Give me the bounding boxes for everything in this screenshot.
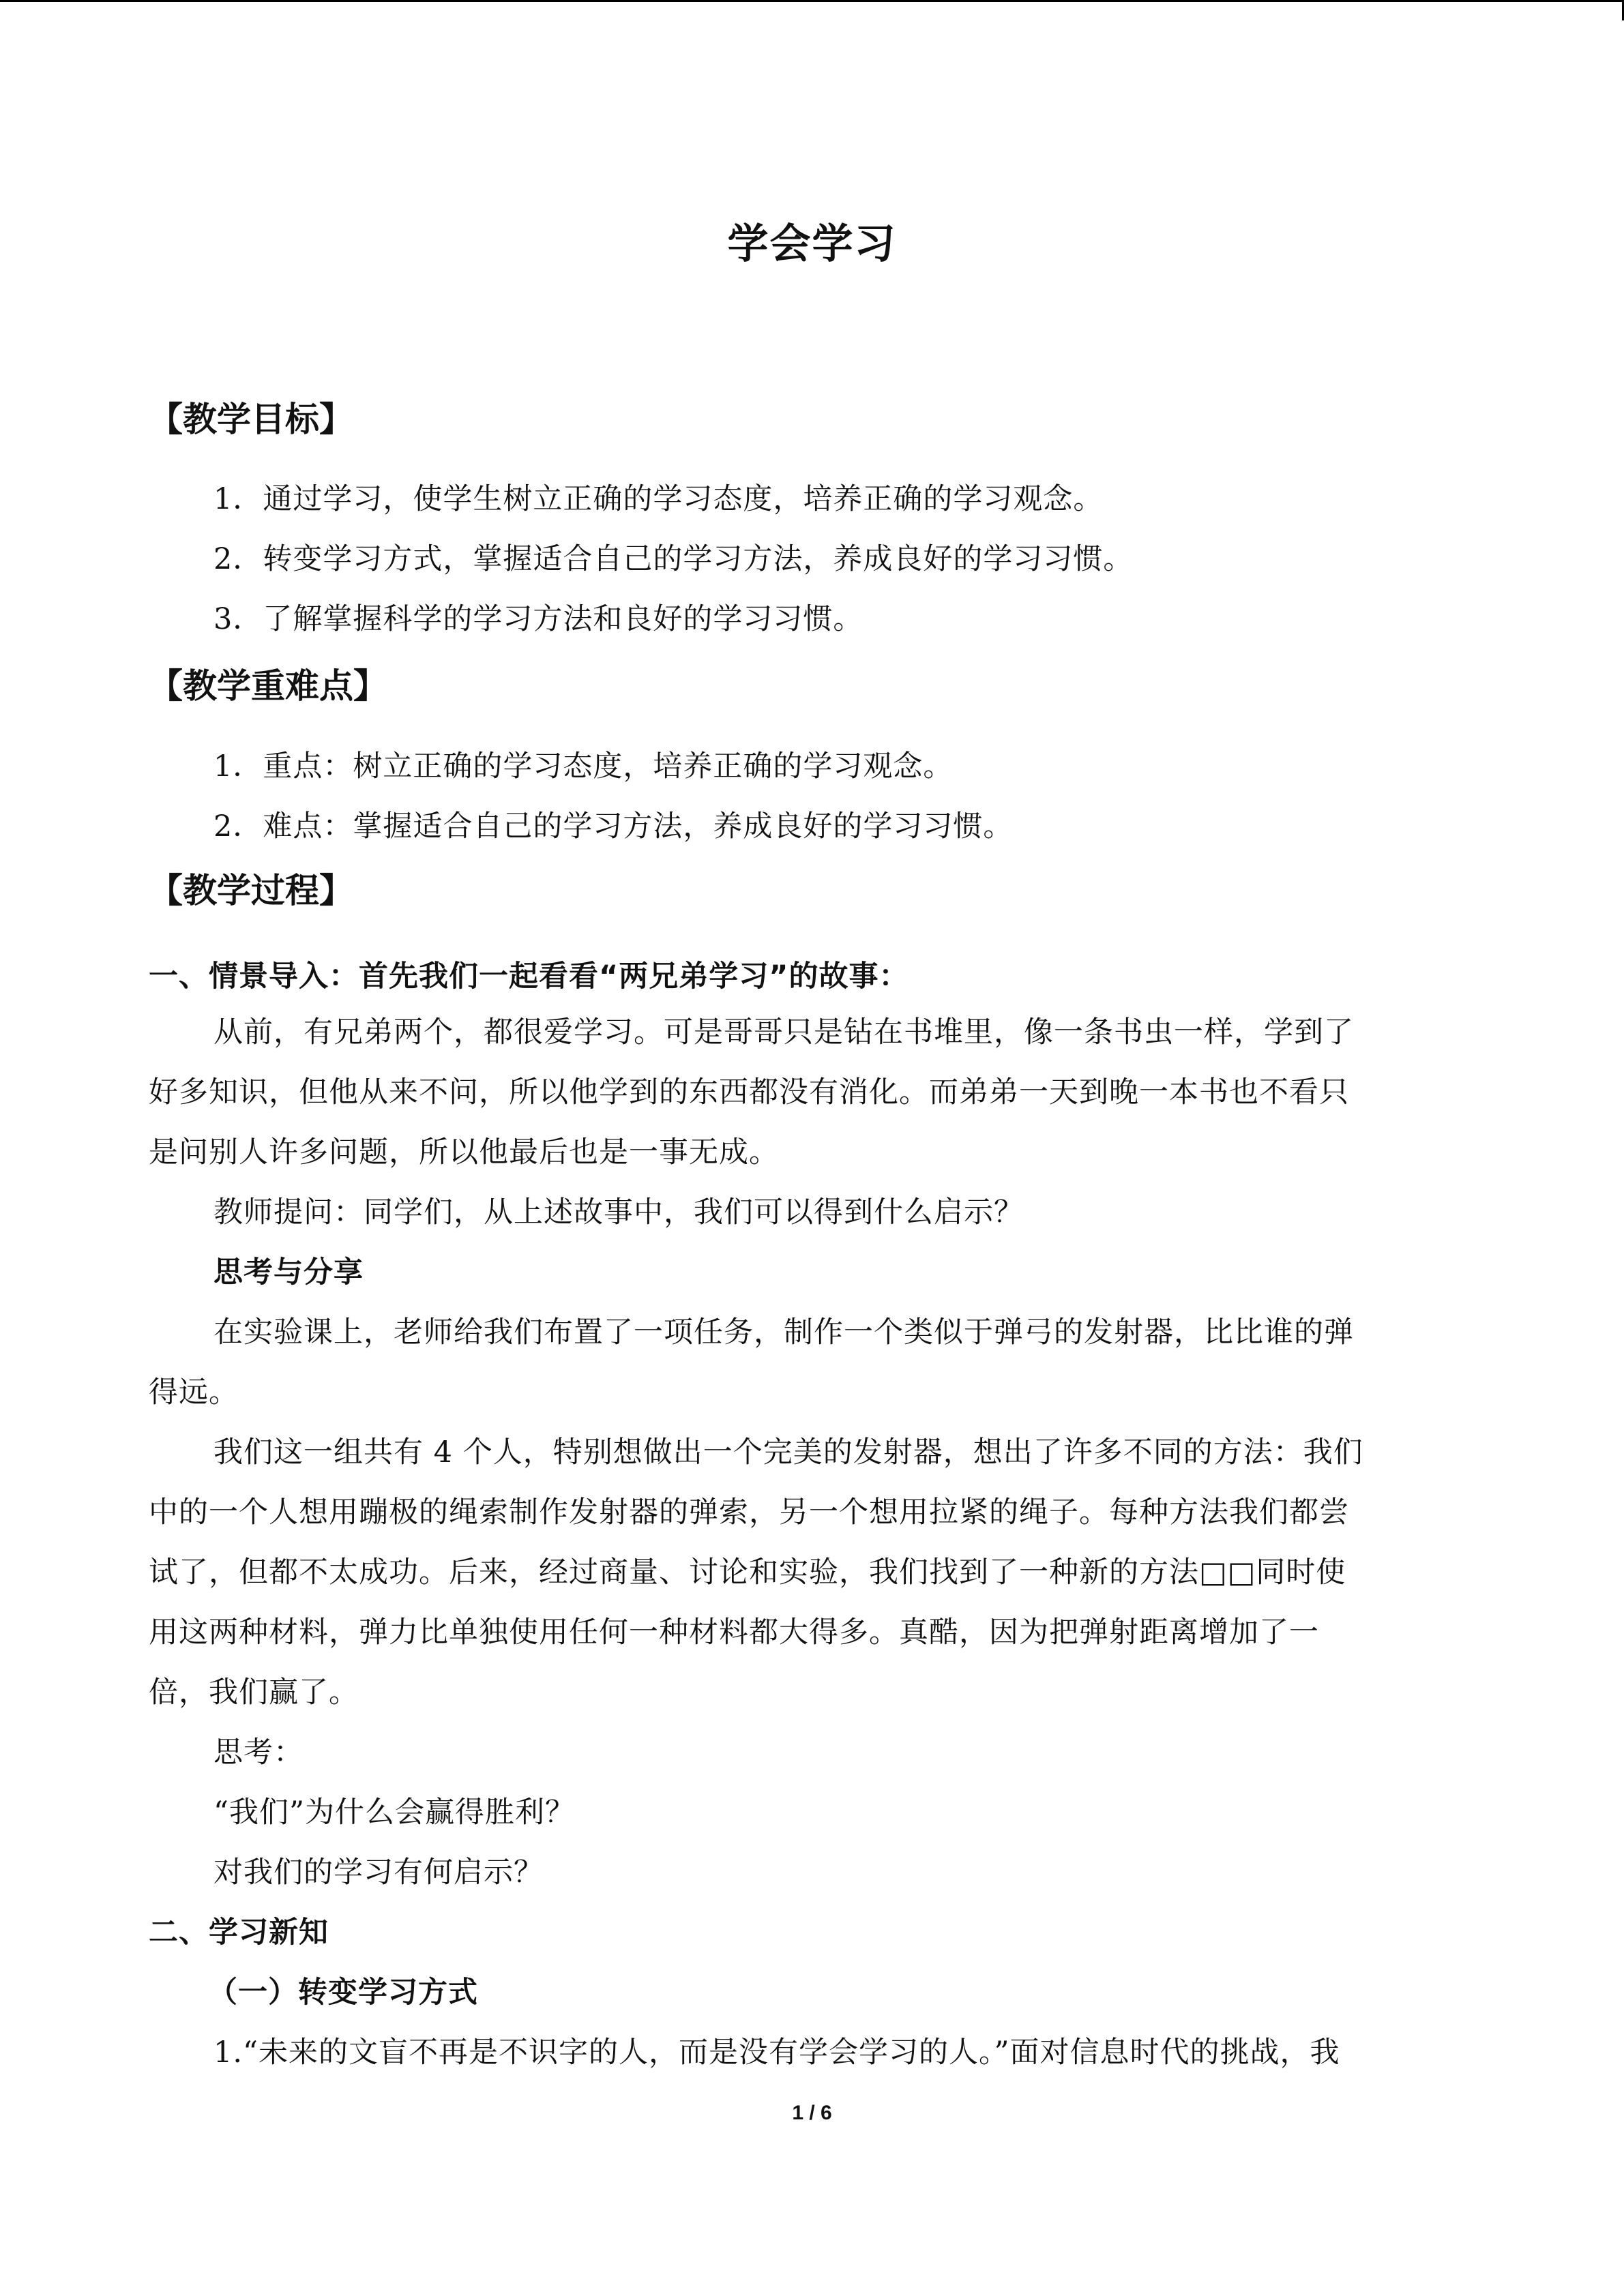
group-line-3: 试了，但都不太成功。后来，经过商量、讨论和实验，我们找到了一种新的方法□□同时使 [149,1555,1346,1590]
top-border [0,0,1624,2]
objective-item-3: 3．了解掌握科学的学习方法和良好的学习习惯。 [213,602,863,636]
part2-heading: 二、学习新知 [149,1915,329,1950]
story-line-3: 是问别人许多问题，所以他最后也是一事无成。 [149,1135,779,1169]
story-line-2: 好多知识，但他从来不问，所以他学到的东西都没有消化。而弟弟一天到晚一本书也不看只 [149,1075,1349,1109]
objective-item-1: 1．通过学习，使学生树立正确的学习态度，培养正确的学习观念。 [213,482,1104,516]
section-heading-process: 【教学过程】 [149,871,353,910]
group-line-2: 中的一个人想用蹦极的绳索制作发射器的弹索，另一个想用拉紧的绳子。每种方法我们都尝 [149,1495,1349,1530]
story-line-1: 从前，有兄弟两个，都很爱学习。可是哥哥只是钻在书堆里，像一条书虫一样，学到了 [213,1015,1354,1049]
part1-heading: 一、情景导入：首先我们一起看看“两兄弟学习”的故事： [149,959,909,994]
section-heading-key-points: 【教学重难点】 [149,666,387,706]
key-point-item-1: 1．重点：树立正确的学习态度，培养正确的学习观念。 [213,749,954,784]
page-title: 学会学习 [727,220,897,268]
key-point-item-2: 2．难点：掌握适合自己的学习方法，养成良好的学习习惯。 [213,809,1014,844]
task-line-1: 在实验课上，老师给我们布置了一项任务，制作一个类似于弹弓的发射器，比比谁的弹 [213,1315,1354,1350]
last-line: 1.“未来的文盲不再是不识字的人，而是没有学会学习的人。”面对信息时代的挑战，我 [213,2036,1340,2070]
section-heading-objectives: 【教学目标】 [149,400,353,439]
group-line-4: 用这两种材料，弹力比单独使用任何一种材料都大得多。真酷，因为把弹射距离增加了一 [149,1615,1319,1650]
teacher-question: 教师提问：同学们，从上述故事中，我们可以得到什么启示？ [213,1195,1024,1229]
group-line-1: 我们这一组共有 4 个人，特别想做出一个完美的发射器，想出了许多不同的方法：我们 [213,1435,1363,1470]
question-2: 对我们的学习有何启示？ [213,1855,544,1890]
sub1-heading: （一）转变学习方式 [208,1976,478,2010]
group-line-5: 倍，我们赢了。 [149,1675,359,1710]
page-number: 1 / 6 [792,2102,832,2124]
think-share-heading: 思考与分享 [213,1255,364,1289]
question-1: “我们”为什么会赢得胜利？ [213,1795,575,1830]
objective-item-2: 2．转变学习方式，掌握适合自己的学习方法，养成良好的学习习惯。 [213,542,1134,576]
task-line-2: 得远。 [149,1375,239,1410]
think-label: 思考： [213,1735,304,1770]
